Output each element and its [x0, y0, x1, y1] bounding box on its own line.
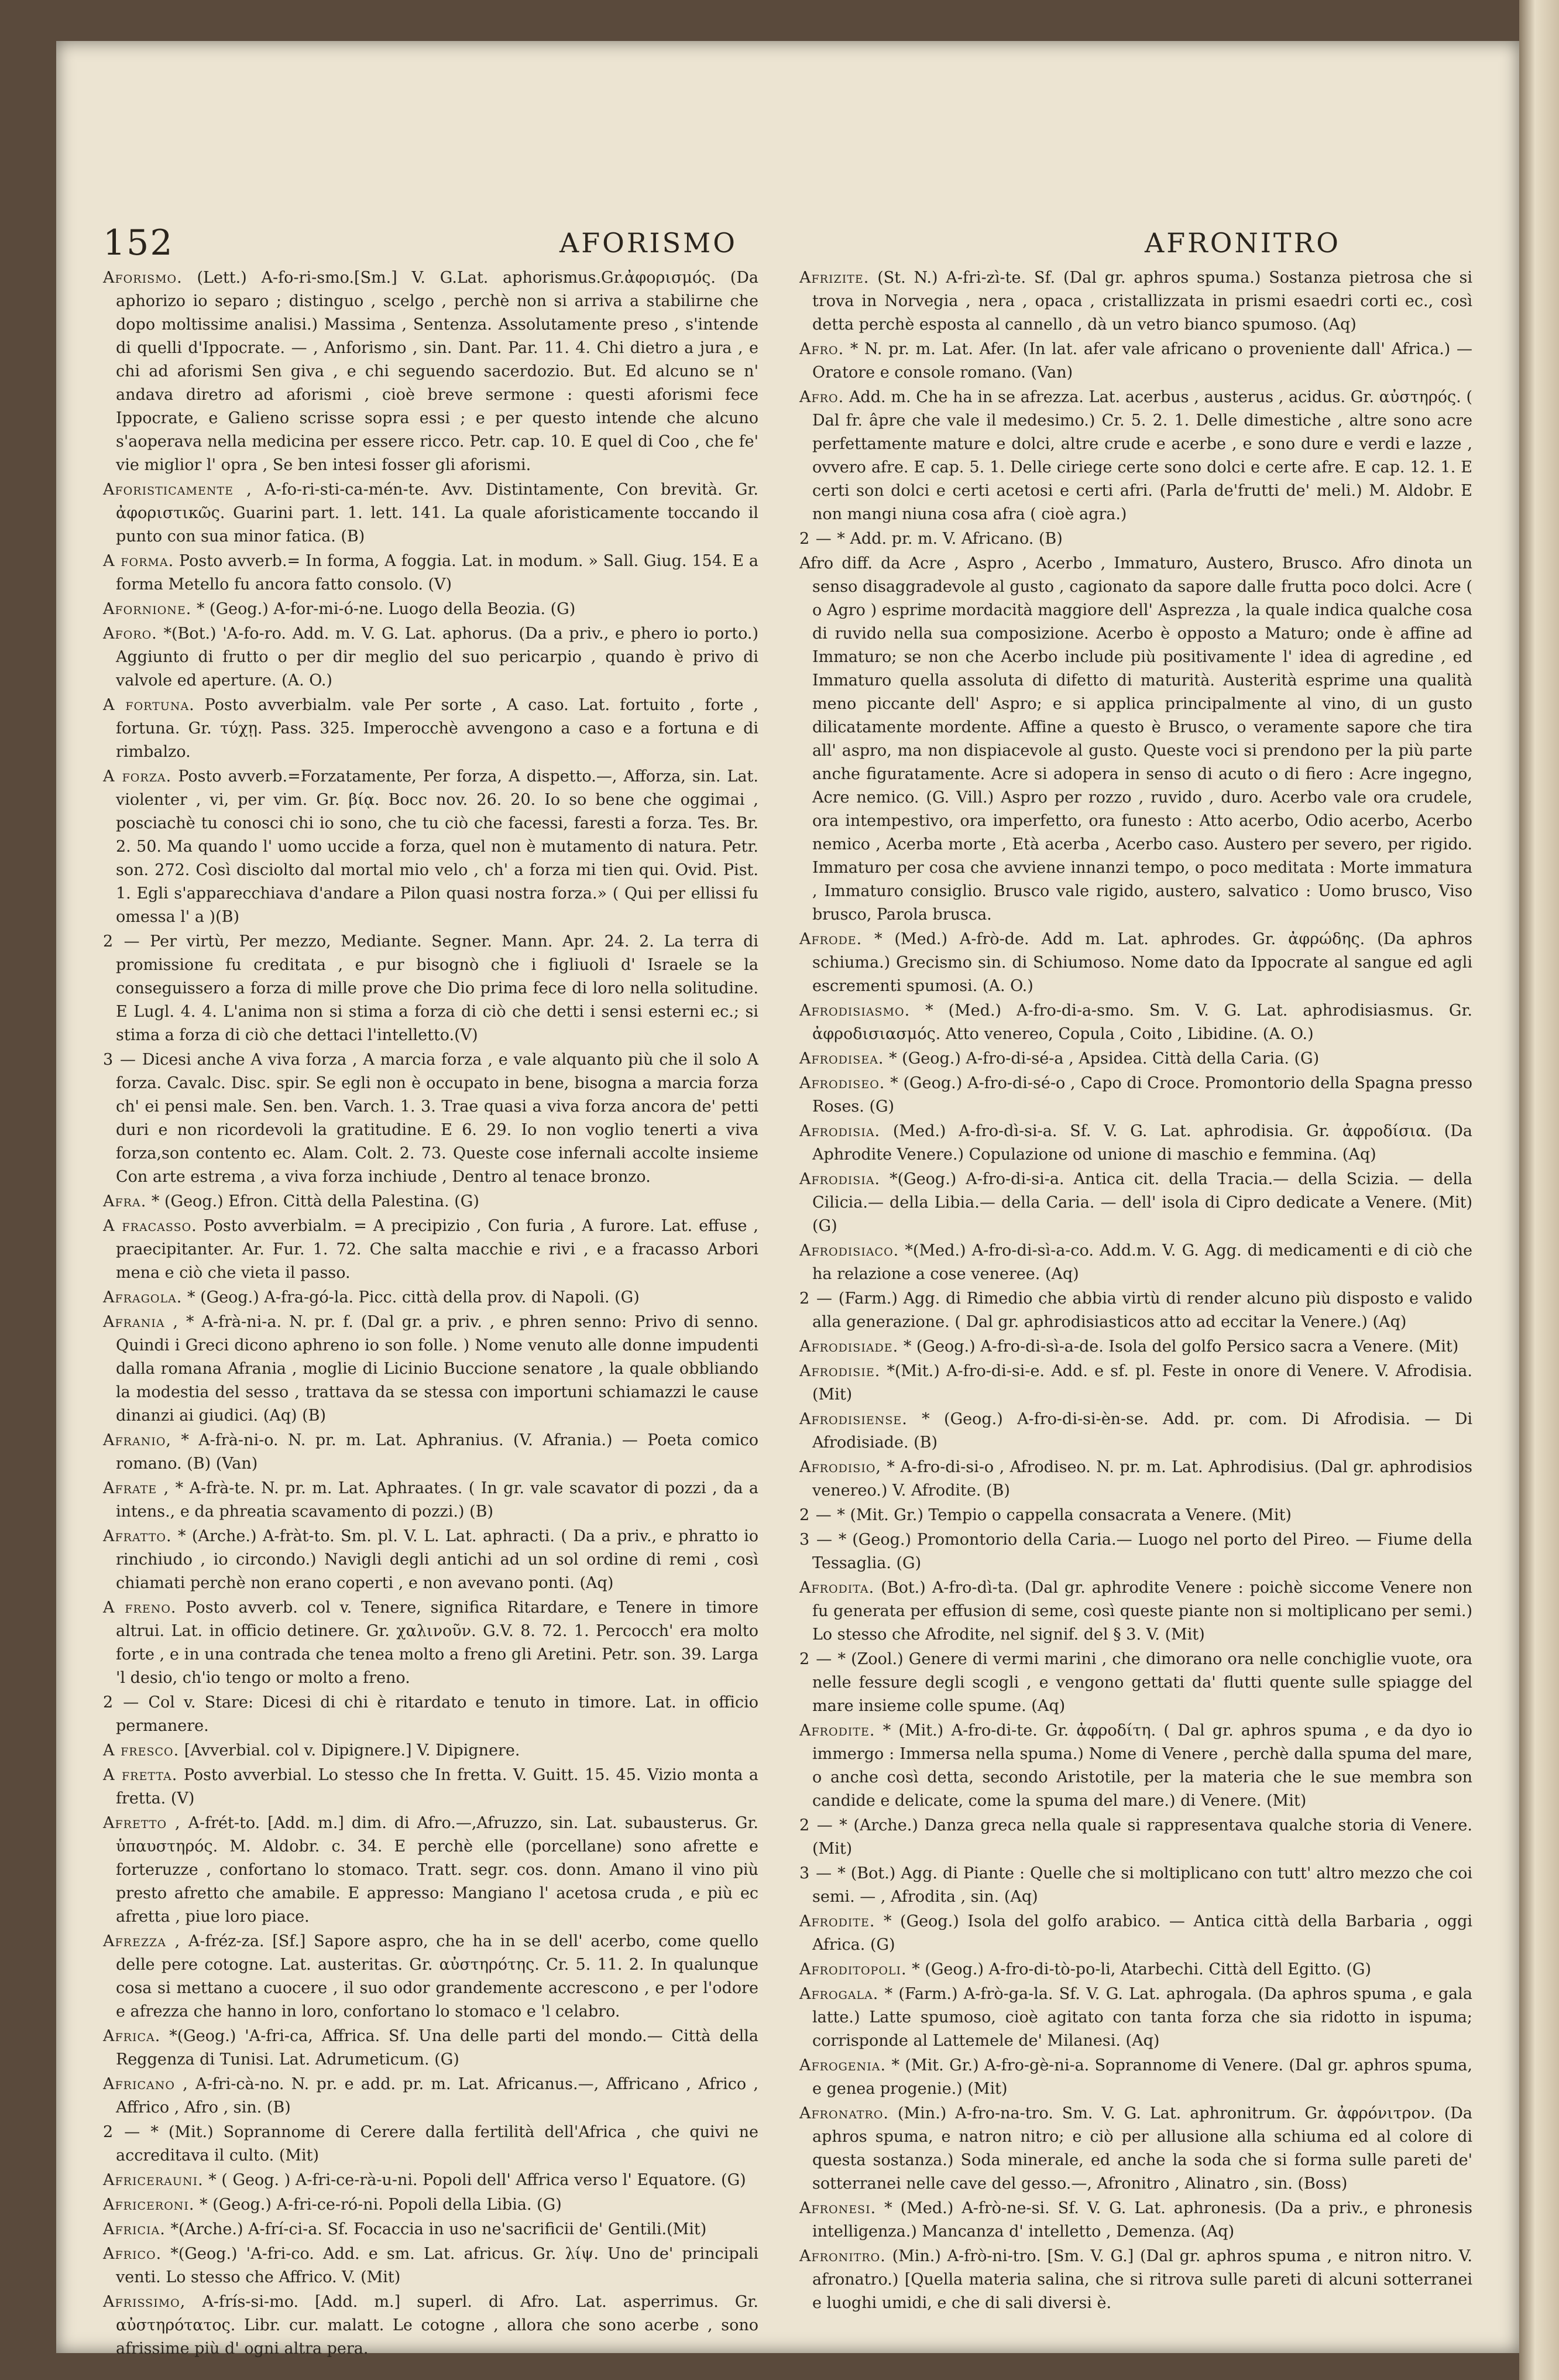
entry-text: * (Geog.) A-fra-gó-la. Picc. città della prov. di Napoli. (G): [187, 1288, 640, 1306]
dictionary-entry: [799, 1648, 1472, 1718]
entry-text: * (Geog.) A-fro-di-tò-po-li, Atarbechi. Città dell Egitto. (G): [912, 1960, 1372, 1978]
entry-text: Posto avverbialm. vale Per sorte , A caso. Lat. fortuito , forte , fortuna. Gr. τύχῃ. Pass. 325. Imperocchè avvengono a caso e a fortuna e di rimbalzo.: [116, 696, 758, 761]
entry-headword: Afornione.: [103, 600, 192, 618]
dictionary-entry: [103, 1286, 758, 1309]
dictionary-entry: [799, 999, 1472, 1046]
entry-headword: Aforisticamente ,: [103, 481, 252, 499]
dictionary-entry: [799, 386, 1472, 526]
dictionary-entry: [103, 1048, 758, 1189]
dictionary-entry: [103, 1311, 758, 1428]
dictionary-entry: [799, 1719, 1472, 1813]
dictionary-entry: [799, 1814, 1472, 1861]
dictionary-entry: [103, 1739, 758, 1762]
entry-text: *(Geog.) A-fro-di-si-a. Antica cit. della Tracia.— della Scizia. — della Cilicia.— della Libia.— della Caria. — dell' isola di Cipro dedicate a Venere. (Mit) (G): [812, 1170, 1472, 1235]
entry-headword: Afretto ,: [103, 1814, 181, 1832]
dictionary-entry: [799, 1287, 1472, 1334]
entry-text: (Min.) A-frò-ni-tro. [Sm. V. G.] (Dal gr. aphros spuma , e nitron nitro. V. afronatro.) [Quella materia salina, che si ritrova sulle pareti di alcuni sotterranei e luoghi umidi, e che di sali diversi è.: [812, 2247, 1472, 2312]
page-number: 152: [103, 222, 174, 263]
entry-text: (Bot.) A-fro-dì-ta. (Dal gr. aphrodite Venere : poichè siccome Venere non fu generata per effusion di seme, così queste piante non si moltiplicano per semi.) Lo stesso che Afrodite, nel signif. del § 3. V. (Mit): [812, 1579, 1472, 1644]
entry-text: *(Geog.) 'A-fri-co. Add. e sm. Lat. africus. Gr. λίψ. Uno de' principali venti. Lo stesso che Affrico. V. (Mit): [116, 2245, 758, 2286]
dictionary-entry: [103, 2025, 758, 2072]
entry-headword: Afrodisiade.: [799, 1338, 899, 1356]
entry-headword: 2 —: [103, 2123, 141, 2141]
dictionary-entry: [103, 2193, 758, 2217]
dictionary-entry: [103, 1525, 758, 1595]
entry-text: * (Mit. Gr.) A-fro-gè-ni-a. Soprannome di Venere. (Dal gr. aphros spuma, e genea progenie.) (Mit): [812, 2056, 1472, 2098]
entry-headword: A forma.: [103, 552, 174, 570]
entry-headword: 2 —: [799, 1816, 833, 1834]
entry-text: * A-frà-ni-o. N. pr. m. Lat. Aphranius. (V. Afrania.) — Poeta comico romano. (B) (Van): [116, 1431, 758, 1473]
left-column: [103, 266, 759, 2358]
dictionary-entry: [103, 2121, 758, 2168]
entry-text: * (Med.) A-fro-di-a-smo. Sm. V. G. Lat. aphrodisiasmus. Gr. ἀφροδισιασμός. Atto venereo, Copula , Coito , Libidine. (A. O.): [812, 1002, 1472, 1043]
entry-text: * (Bot.) Agg. di Piante : Quelle che si moltiplicano con tutt' altro mezzo che coi semi. — , Afrodita , sin. (Aq): [812, 1864, 1472, 1906]
entry-text: * A-frà-ni-a. N. pr. f. (Dal gr. a priv. , e phren senno: Privo di senno. Quindi i Greci dicono aphreno io son folle. ) Nome venuto alle donne impudenti dalla romana Afrania , moglie di Licinio Buccione senatore , la quale obbliando la modestia del sesso , trattava da se stessa con importuni schiamazzi le cause dinanzi ai giudici. (Aq) (B): [116, 1313, 758, 1425]
entry-text: * (Arche.) Danza greca nella quale si rappresentava qualche storia di Venere. (Mit): [812, 1816, 1472, 1858]
entry-text: * (Zool.) Genere di vermi marini , che dimorano ora nelle conchiglie vuote, ora nelle fessure degli scogli , e vengono gettati da' flutti quente sulle spiagge del mare insieme colle spume. (Aq): [812, 1650, 1472, 1715]
dictionary-entry: [103, 1596, 758, 1690]
entry-headword: Afroditopoli.: [799, 1960, 907, 1978]
dictionary-entry: [799, 266, 1472, 337]
entry-headword: Afratto.: [103, 1527, 172, 1545]
dictionary-entry: [103, 1477, 758, 1524]
dictionary-entry: [103, 765, 758, 929]
entry-text: A-fo-ri-sti-ca-mén-te. Avv. Distintamente, Con brevità. Gr. ἀφοριστικῶς. Guarini part. 1. lett. 141. La quale aforisticamente toccando il punto con sua minor fatica. (B): [116, 481, 758, 546]
entry-text: Dicesi anche A viva forza , A marcia forza , e vale alquanto più che il solo A forza. Cavalc. Disc. spir. Se egli non è occupato in bene, bisogna a marcia forza ch' ei pensi male. Sen. ben. Varch. 1. 3. Trae quasi a viva forza ancora de' petti duri e non ricordevoli la gratitudine. E 6. 29. Io non voglio tenerti a viva forza,son contento ec. Alam. Colt. 2. 73. Queste cose infernali accolte insieme Con arte estrema , a viva forza inchiude , Dentro al tenace bronzo.: [116, 1051, 759, 1186]
entry-text: * (Geog.) Efron. Città della Palestina. (G): [151, 1192, 479, 1210]
entry-text: *(Geog.) 'A-fri-ca, Affrica. Sf. Una delle parti del mondo.— Città della Reggenza di Tunisi. Lat. Adrumeticum. (G): [116, 2027, 758, 2069]
entry-text: * (Mit.) A-fro-di-te. Gr. ἀφροδίτη. ( Dal gr. aphros spuma , e da dyo io immergo : Immersa nella spuma.) Nome di Venere , perchè dalla spuma del mare, o anche così detta, secondo Aristotile, per la materia che le sue membra son candide e delicate, come la spuma del mare.) di Venere. (Mit): [812, 1721, 1472, 1810]
entry-headword: Afrezza ,: [103, 1932, 181, 1950]
entry-headword: A forza.: [103, 767, 172, 786]
entry-text: * A-frà-te. N. pr. m. Lat. Aphraates. ( In gr. vale scavator di pozzi , da a intens., e da phreatia scavamento di pozzi.) (B): [116, 1479, 758, 1521]
entry-headword: Afrodisiasmo.: [799, 1002, 911, 1020]
entry-text: * (Geog.) A-fro-di-sé-a , Apsidea. Città della Caria. (G): [889, 1050, 1320, 1068]
entry-text: * A-fro-di-si-o , Afrodiseo. N. pr. m. Lat. Aphrodisius. (Dal gr. aphrodisios venereo.) V. Afrodite. (B): [812, 1458, 1472, 1500]
entry-headword: A fracasso.: [103, 1217, 197, 1235]
entry-text: * (Geog.) Isola del golfo arabico. — Antica città della Barbaria , oggi Africa. (G): [812, 1912, 1472, 1954]
entry-headword: 2 —: [799, 1506, 832, 1524]
entry-headword: 2 —: [799, 1290, 833, 1308]
entry-headword: Aforismo.: [103, 269, 183, 287]
entry-headword: Africeroni.: [103, 2196, 195, 2214]
entry-text: * (Geog.) A-fro-di-sì-a-de. Isola del golfo Persico sacra a Venere. (Mit): [903, 1338, 1459, 1356]
dictionary-entry: [799, 1504, 1472, 1527]
entry-text: *(Med.) A-fro-di-sì-a-co. Add.m. V. G. Agg. di medicamenti e di ciò che ha relazione a cose veneree. (Aq): [812, 1242, 1472, 1283]
entry-text: * (Arche.) A-fràt-to. Sm. pl. V. L. Lat. aphracti. ( Da a priv., e phratto io rinchiudo , io circondo.) Navigli degli antichi ad un sol ordine di remi , così chiamati perchè non erano coperti , e non avevano ponti. (Aq): [116, 1527, 758, 1592]
entry-text: A-fri-cà-no. N. pr. e add. pr. m. Lat. Africanus.—, Affricano , Africo , Affrico , Afro , sin. (B): [116, 2075, 758, 2117]
entry-text: * (Geog.) Promontorio della Caria.— Luogo nel porto del Pireo. — Fiume della Tessaglia. (G): [812, 1531, 1472, 1572]
entry-text: Posto avverb. col v. Tenere, significa Ritardare, e Tenere in timore altrui. Lat. in officio detinere. Gr. χαλινοῦν. G.V. 8. 72. 1. Percocch' era molto forte , e in una contrada che tenea molto a freno gli Aretini. Petr. son. 39. Larga 'l desio, ch'io tengo or molto a freno.: [116, 1599, 758, 1687]
entry-headword: Africia.: [103, 2220, 166, 2238]
entry-text: Posto avverbialm. = A precipizio , Con furia , A furore. Lat. effuse , praecipitanter. Ar. Fur. 1. 72. Che salta macchie e rivi , e a fracasso Arbori mena e ciò che vieta il passo.: [116, 1217, 758, 1282]
entry-text: [Avverbial. col v. Dipignere.] V. Dipignere.: [184, 1741, 520, 1760]
entry-headword: Afrodisiense.: [799, 1410, 908, 1428]
page-edge: [1519, 0, 1559, 2380]
entry-text: (Farm.) Agg. di Rimedio che abbia virtù di render alcuno più disposto e valido alla generazione. ( Dal gr. aphrodisiasticos atto ad eccitar la Venere.) (Aq): [812, 1290, 1472, 1331]
entry-headword: Afrodisiaco.: [799, 1242, 899, 1260]
dictionary-entry: [103, 2073, 758, 2120]
dictionary-entry: [103, 478, 758, 548]
entry-headword: Afrogala.: [799, 1985, 879, 2003]
entry-text: Col v. Stare: Dicesi di chi è ritardato e tenuto in timore. Lat. in officio permanere.: [116, 1693, 758, 1735]
dictionary-entry: [103, 694, 758, 764]
entry-headword: Africano ,: [103, 2075, 188, 2093]
dictionary-entry: [103, 550, 758, 596]
entry-headword: Afrodisea.: [799, 1050, 884, 1068]
entry-headword: 2 —: [103, 1693, 140, 1712]
dictionary-entry: [103, 930, 758, 1047]
entry-headword: Afrodite.: [799, 1912, 875, 1930]
entry-headword: Africo.: [103, 2245, 162, 2263]
entry-text: (Lett.) A-fo-ri-smo.[Sm.] V. G.Lat. aphorismus.Gr.ἀφορισμός. (Da aphorizo io separo ; distinguo , scelgo , perchè non si arriva a stabilirne che dopo moltissime analisi.) Massima , Sentenza. Assolutamente preso , s'intende di quelli d'Ippocrate. — , Anforismo , sin. Dant. Par. 11. 4. Chi dietro a jura , e chi ad aforismi Sen giva , e chi seguendo sacerdozio. But. Ed alcuno se n' andava diretro ad aforismi , cioè breve sermone : questi aforismi fece Ippocrate, e Galieno scrisse sopra essi ; e per questo intende che alcuno s'aoperava nella medicina per essere ricco. Petr. cap. 10. E quel di Coo , che fe' vie miglior l' opra , Se ben intesi fosser gli aforismi.: [116, 269, 758, 474]
entry-text: Posto avverb.= In forma, A foggia. Lat. in modum. » Sall. Giug. 154. E a forma Metello fu ancora fatto consolo. (V): [116, 552, 758, 594]
entry-headword: 2 —: [799, 530, 832, 548]
entry-text: * (Geog.) A-fri-ce-ró-ni. Popoli della Libia. (G): [200, 2196, 562, 2214]
running-headword-right: AFRONITRO: [1145, 227, 1341, 259]
entry-text: Afro diff. da Acre , Aspro , Acerbo , Immaturo, Austero, Brusco. Afro dinota un senso disaggradevole al gusto , cagionato da sapore dalle frutta poco dolci. Acre ( o Agro ) esprime mordacità maggiore dell' Asprezza , la quale indica qualche cosa di ruvido nella sua composizione. Acerbo è opposto a Maturo; onde è affine ad Immaturo; se non che Acerbo include più positivamente l' idea di agredine , ed Immaturo quella assoluta di difetto di maturità. Austerità esprime una qualità meno piccante dell' Aspro; e si applica principalmente al vino, di un gusto dilicatamente mordente. Affine a questo è Brusco, o veramente sapore che tira all' aspro, ma non dispiacevole al gusto. Queste voci si prendono per la più parte anche figuratamente. Acre si adopera in senso di acuto o di fiero : Acre ingegno, Acre nemico. (G. Vill.) Aspro per rozzo , ruvido , duro. Acerbo vale ora crudele, ora intempestivo, ora imperfetto, ora funesto : Atto acerbo, Odio acerbo, Acerbo nemico , Acerba morte , Età acerba , Acerbo caso. Austero per severo, per rigido. Immaturo per cosa che avviene innanzi tempo, o poco meditata : Morte immatura , Immaturo consiglio. Brusco vale rigido, austero, salvatico : Uomo brusco, Viso brusco, Parola brusca.: [799, 554, 1472, 924]
entry-text: *(Bot.) 'A-fo-ro. Add. m. V. G. Lat. aphorus. (Da a priv., e phero io porto.) Aggiunto di frutto o per dir meglio del suo pericarpio , quando è privo di valvole ed aperture. (A. O.): [116, 625, 758, 690]
dictionary-entry: [799, 1456, 1472, 1503]
dictionary-entry: [103, 2169, 758, 2192]
dictionary-entry: [799, 1360, 1472, 1407]
dictionary-entry: [799, 1958, 1472, 1981]
entry-headword: Afrodisia.: [799, 1170, 881, 1188]
entry-headword: Afro.: [799, 388, 844, 406]
entry-headword: Afrogenia.: [799, 2056, 887, 2074]
page-header: [56, 217, 1519, 263]
dictionary-entry: [799, 1168, 1472, 1238]
entry-text: * (Mit.) Soprannome di Cerere dalla fertilità dell'Africa , che quivi ne accreditava il culto. (Mit): [116, 2123, 758, 2165]
right-column: [799, 266, 1472, 2338]
entry-headword: 2 —: [103, 932, 140, 951]
entry-headword: A fortuna.: [103, 696, 195, 714]
dictionary-entry: [799, 1983, 1472, 2053]
dictionary-entry: [799, 338, 1472, 385]
entry-text: *(Arche.) A-frí-ci-a. Sf. Focaccia in uso ne'sacrificii de' Gentili.(Mit): [170, 2220, 707, 2238]
dictionary-entry: [103, 2218, 758, 2241]
entry-headword: Afronesi.: [799, 2199, 877, 2217]
entry-headword: 3 —: [799, 1864, 833, 1882]
entry-text: (Med.) A-fro-dì-si-a. Sf. V. G. Lat. aphrodisia. Gr. ἀφροδίσια. (Da Aphrodite Venere.) Copulazione od unione di maschio e femmina. (Aq): [812, 1122, 1472, 1164]
entry-headword: 3 —: [103, 1051, 137, 1069]
entry-headword: A fresco.: [103, 1741, 180, 1760]
entry-headword: Aforo.: [103, 625, 157, 643]
dictionary-entry: [799, 928, 1472, 998]
dictionary-entry: [799, 1072, 1472, 1119]
entry-text: * (Med.) A-frò-de. Add m. Lat. aphrodes. Gr. ἀφρώδης. (Da aphros schiuma.) Grecismo sin. di Schiumoso. Nome dato da Ippocrate al sangue ed agli escrementi spumosi. (A. O.): [812, 930, 1472, 995]
entry-text: * Add. pr. m. V. Africano. (B): [837, 530, 1063, 548]
entry-text: Per virtù, Per mezzo, Mediante. Segner. Mann. Apr. 24. 2. La terra di promissione fu creditata , e pur bisognò che i figliuoli d' Israele se la conseguissero a forza di mille prove che Dio prima fece di loro nella solitudine. E Lugl. 4. 4. L'anima non si stima a forza di ciò che detti i sensi esterni ec.; si stima a forza di ciò che dettaci l'intelletto.(V): [116, 932, 758, 1044]
dictionary-entry: [799, 552, 1472, 927]
entry-text: * (Geog.) A-for-mi-ó-ne. Luogo della Beozia. (G): [196, 600, 576, 618]
dictionary-entry: [799, 1862, 1472, 1909]
dictionary-entry: [799, 1120, 1472, 1167]
entry-headword: Africa.: [103, 2027, 161, 2045]
entry-headword: Afro.: [799, 340, 844, 358]
entry-text: (St. N.) A-fri-zì-te. Sf. (Dal gr. aphros spuma.) Sostanza pietrosa che si trova in Norvegia , nera , opaca , cristallizzata in prismi esaedri corti ec., così detta perchè esposta al cannello , dà un vetro bianco spumoso. (Aq): [812, 269, 1472, 334]
entry-text: * (Geog.) A-fro-di-sé-o , Capo di Croce. Promontorio della Spagna presso Roses. (G): [812, 1074, 1472, 1116]
dictionary-entry: [799, 1528, 1472, 1575]
entry-headword: Afragola.: [103, 1288, 183, 1306]
entry-text: * (Geog.) A-fro-di-si-èn-se. Add. pr. com. Di Afrodisia. — Di Afrodisiade. (B): [812, 1410, 1472, 1452]
entry-headword: Afrodisia.: [799, 1122, 881, 1140]
entry-headword: Afrodisie.: [799, 1362, 881, 1380]
entry-text: (Min.) A-fro-na-tro. Sm. V. G. Lat. aphronitrum. Gr. ἀφρόνιτρον. (Da aphros spuma, e natron nitro; e ciò per allusione alla schiuma ed al colore di questa sostanza.) Soda minerale, ed anche la soda che si forma sulle pareti de' sotterranei nelle cave del gesso.—, Afronitro , Alinatro , sin. (Boss): [812, 2104, 1472, 2193]
dictionary-entry: [799, 1408, 1472, 1455]
dictionary-entry: [799, 2197, 1472, 2244]
entry-text: * N. pr. m. Lat. Afer. (In lat. afer vale africano o proveniente dall' Africa.) — Oratore e console romano. (Van): [812, 340, 1472, 382]
entry-headword: Afra.: [103, 1192, 147, 1210]
entry-headword: Afrate ,: [103, 1479, 170, 1497]
dictionary-entry: [799, 527, 1472, 551]
dictionary-entry: [103, 1215, 758, 1285]
entry-headword: Afronatro.: [799, 2104, 890, 2122]
dictionary-entry: [103, 1429, 758, 1476]
entry-text: A-frís-si-mo. [Add. m.] superl. di Afro. Lat. asperrimus. Gr. αὐστηρότατος. Libr. cur. malatt. Le cotogne , allora che sono acerbe , sono afrissime più d' ogni altra pera.: [116, 2293, 758, 2358]
dictionary-entry: [103, 622, 758, 692]
entry-headword: Afrodite.: [799, 1721, 875, 1740]
dictionary-entry: [103, 1764, 758, 1810]
dictionary-entry: [799, 2102, 1472, 2196]
entry-headword: Afrode.: [799, 930, 863, 948]
entry-headword: 2 —: [799, 1650, 833, 1668]
entry-text: * (Farm.) A-frò-ga-la. Sf. V. G. Lat. aphrogala. (Da aphros spuma , e gala latte.) Latte spumoso, cioè agitato con tanta forza che sia ridotto in ispuma; corrisponde al Lattemele de' Milanesi. (Aq): [812, 1985, 1472, 2050]
dictionary-entry: [799, 1910, 1472, 1957]
entry-text: * (Mit. Gr.) Tempio o cappella consacrata a Venere. (Mit): [837, 1506, 1292, 1524]
dictionary-entry: [799, 2245, 1472, 2315]
dictionary-entry: [103, 598, 758, 621]
entry-headword: Afrodisio,: [799, 1458, 881, 1476]
entry-headword: Afrania ,: [103, 1313, 179, 1331]
entry-headword: Afrodita.: [799, 1579, 875, 1597]
dictionary-entry: [799, 1576, 1472, 1647]
running-headword-left: AFORISMO: [559, 227, 737, 259]
dictionary-entry: [799, 1239, 1472, 1286]
entry-text: A-fréz-za. [Sf.] Sapore aspro, che ha in se dell' acerbo, come quello delle pere cotogne. Lat. austeritas. Gr. αὐστηρότης. Cr. 5. 11. 2. In qualunque cosa si mettano a cuocere , il suo odor grandemente accrescono , e per l'odore e afrezza che hanno in loro, confortano lo stomaco e 'l celabro.: [116, 1932, 758, 2021]
dictionary-entry: [103, 1812, 758, 1929]
dictionary-entry: [799, 1335, 1472, 1359]
dictionary-entry: [799, 1047, 1472, 1071]
entry-headword: A fretta.: [103, 1766, 178, 1784]
entry-headword: A freno.: [103, 1599, 177, 1617]
entry-headword: Afrizite.: [799, 269, 870, 287]
entry-text: A-frét-to. [Add. m.] dim. di Afro.—,Afruzzo, sin. Lat. subausterus. Gr. ὑπαυστηρός. M. Aldobr. c. 34. E perchè elle (porcellane) sono afrette e forteruzze , confortano lo stomaco. Tratt. segr. cos. donn. Amano il vino più presto afretto che amabile. E appresso: Mangiano l' acetosa cruda , e più ec afretta , piue loro piace.: [116, 1814, 758, 1926]
entry-headword: Afranio,: [103, 1431, 171, 1449]
entry-text: * (Med.) A-frò-ne-si. Sf. V. G. Lat. aphronesis. (Da a priv., e phronesis intelligenza.) Mancanza d' intelletto , Demenza. (Aq): [812, 2199, 1472, 2241]
entry-headword: Afrodiseo.: [799, 1074, 885, 1092]
dictionary-entry: [103, 266, 758, 477]
dictionary-entry: [103, 1190, 758, 1213]
entry-headword: Africerauni.: [103, 2171, 204, 2189]
dictionary-entry: [103, 1691, 758, 1738]
entry-text: * ( Geog. ) A-fri-ce-rà-u-ni. Popoli dell' Affrica verso l' Equatore. (G): [208, 2171, 746, 2189]
entry-text: Add. m. Che ha in se afrezza. Lat. acerbus , austerus , acidus. Gr. αὐστηρός. ( Dal fr. âpre che vale il medesimo.) Cr. 5. 2. 1. Delle dimestiche , altre sono acre perfettamente mature e dolci, altre crude e acerbe , e sono dure e verdi e lazze , ovvero afre. E cap. 5. 1. Delle ciriege certe sono dolci e certe afre. E cap. 12. 1. E certi son dolci e certi acetosi e certi afri. (Parla de'frutti de' meli.) M. Aldobr. E non mangi niuna cosa afra ( cioè agra.): [812, 388, 1472, 523]
dictionary-page: [56, 41, 1519, 2358]
entry-headword: 3 —: [799, 1531, 833, 1549]
entry-text: Posto avverbial. Lo stesso che In fretta. V. Guitt. 15. 45. Vizio monta a fretta. (V): [116, 1766, 758, 1808]
dictionary-entry: [103, 2290, 758, 2361]
entry-headword: Afrissimo,: [103, 2293, 186, 2311]
entry-text: *(Mit.) A-fro-di-si-e. Add. e sf. pl. Feste in onore di Venere. V. Afrodisia. (Mit): [812, 1362, 1472, 1404]
entry-text: Posto avverb.=Forzatamente, Per forza, A dispetto.—, Afforza, sin. Lat. violenter , vi, per vim. Gr. βίᾳ. Bocc nov. 26. 20. Io so bene che oggimai , posciachè tu conosci chi io sono, che tu ciò che facessi, faresti a forza. Tes. Br. 2. 50. Ma quando l' uomo uccide a forza, quel non è mutamento di natura. Petr. son. 272. Così disciolto dal mortal mio velo , ch' a forza mi tien qui. Ovid. Pist. 1. Egli s'apparecchiava d'andare a Pilon quasi nostra forza.» ( Qui per ellissi fu omessa l' a )(B): [116, 767, 758, 926]
dictionary-entry: [103, 1930, 758, 2024]
dictionary-entry: [103, 2242, 758, 2289]
entry-headword: Afronitro.: [799, 2247, 886, 2265]
dictionary-entry: [799, 2054, 1472, 2101]
